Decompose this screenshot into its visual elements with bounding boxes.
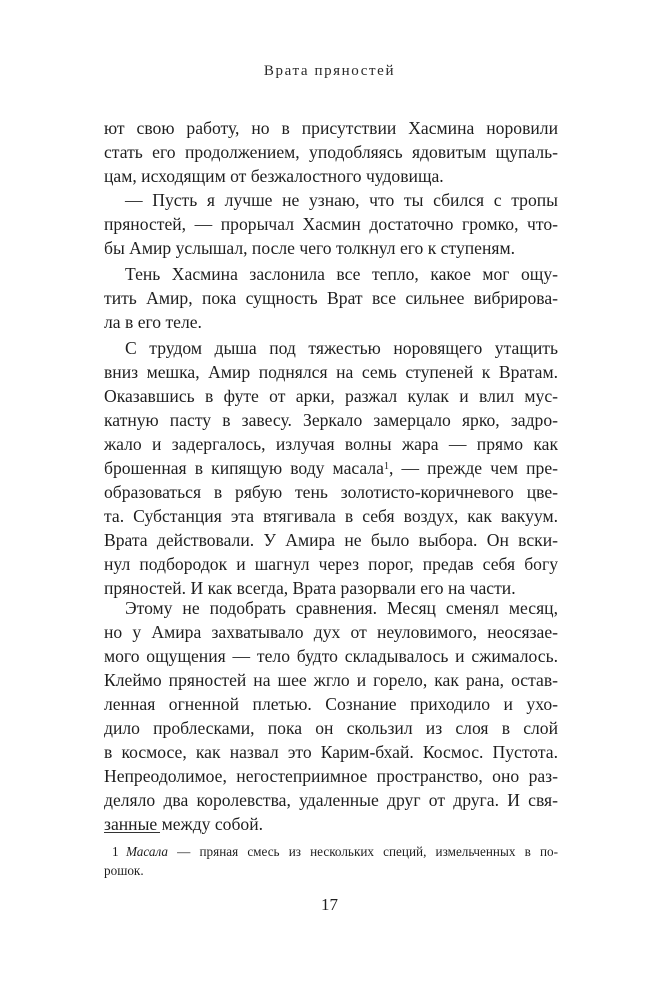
text-line: Непреодолимое, негостеприимное пространство, оно раз-: [104, 766, 558, 786]
footnote-line: [104, 842, 558, 861]
footnote-reference-marker[interactable]: 1: [383, 461, 389, 472]
text-line: но у Амира захватывало дух от неуловимого, неосязае-: [104, 622, 558, 642]
text-line: Этому не подобрать сравнения. Месяц сменял месяц,: [125, 598, 558, 618]
text-line: тить Амир, пока сущность Врат все сильнее вибрирова-: [104, 288, 558, 308]
footnote-number: 1: [112, 844, 119, 859]
text-line: стать его продолжением, уподобляясь ядовитым щупаль-: [104, 142, 558, 162]
text-line: дило проблесками, пока он скользил из слоя в слой: [104, 718, 558, 738]
text-line: деляло два королевства, удаленные друг от друга. И свя-: [104, 790, 558, 810]
text-line: Оказавшись в футе от арки, разжал кулак и влил мус-: [104, 386, 558, 406]
text-line: образоваться в рябую тень золотисто-коричневого цве-: [104, 482, 558, 502]
text-line: пряностей. И как всегда, Врата разорвали его на части.: [104, 578, 516, 598]
footnote-definition: — пряная смесь из нескольких специй, измельченных в по-: [168, 844, 558, 859]
text-line: С трудом дыша под тяжестью норовящего утащить: [125, 338, 558, 358]
text-line: цам, исходящим от безжалостного чудовища.: [104, 166, 444, 186]
text-line: пряностей, — прорычал Хасмин достаточно громко, что-: [104, 214, 558, 234]
footnote: [104, 842, 558, 880]
text-fragment: брошенная в кипящую воду масала: [104, 458, 384, 478]
text-line: занные между собой.: [104, 814, 264, 834]
footnote-separator: [104, 832, 160, 833]
text-line: в космосе, как назвал это Карим-бхай. Космос. Пустота.: [104, 742, 558, 762]
text-line: бы Амир услышал, после чего толкнул его к ступеням.: [104, 238, 516, 258]
text-line: ют свою работу, но в присутствии Хасмина норовили: [104, 118, 558, 138]
page-number: 17: [321, 895, 338, 914]
text-line: катную пасту в завесу. Зеркало замерцало ярко, задро-: [104, 410, 558, 430]
text-line: ла в его теле.: [104, 312, 202, 332]
text-line: — Пусть я лучше не узнаю, что ты сбился с тропы: [125, 190, 558, 210]
text-line: вниз мешка, Амир поднялся на семь ступеней к Вратам.: [104, 362, 558, 382]
body-text-section-2: [104, 596, 558, 836]
text-line-with-footnote: [104, 456, 558, 480]
text-line: Врата действовали. У Амира не было выбора. Он вски-: [104, 530, 558, 550]
text-fragment: , — прежде чем пре-: [388, 458, 558, 478]
text-line: та. Субстанция эта втягивала в себя воздух, как вакуум.: [104, 506, 558, 526]
footnote-line: рошок.: [104, 863, 144, 878]
text-line: нул подбородок и шагнул через порог, предав себя богу: [104, 554, 558, 574]
running-title: Врата пряностей: [263, 63, 396, 79]
text-line: Тень Хасмина заслонила все тепло, какое мог ощу-: [125, 264, 558, 284]
text-line: Клеймо пряностей на шее жгло и горело, как рана, остав-: [104, 670, 558, 690]
text-line: ленная огненной плетью. Сознание приходило и ухо-: [104, 694, 558, 714]
body-text-section-1: [104, 116, 558, 600]
footnote-term: Масала: [126, 844, 169, 859]
text-line: жало и задергалось, излучая волны жара — прямо как: [104, 434, 558, 454]
text-line: мого ощущения — тело будто складывалось и сжималось.: [104, 646, 558, 666]
